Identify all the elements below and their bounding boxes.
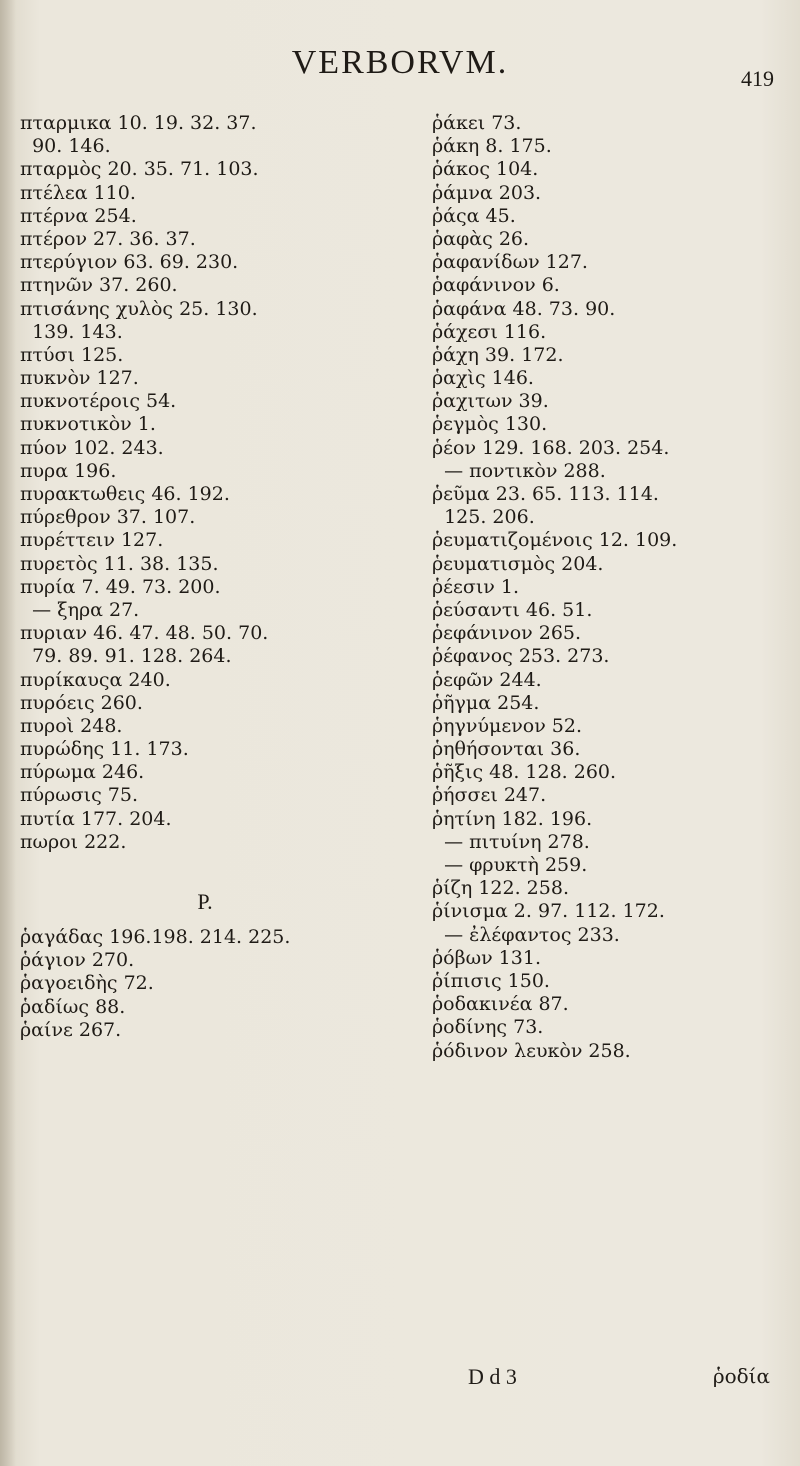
index-entry: ῥάκει 73. [432, 112, 522, 134]
index-entry: πύρεθρον 37. 107. [20, 506, 196, 529]
index-entry: 125. 206. [432, 506, 535, 529]
index-entry: ῥίζη 122. 258. [432, 877, 569, 900]
index-entry: 90. 146. [20, 135, 111, 158]
index-entry: πτηνῶν 37. 260. [20, 274, 178, 297]
index-entry: ῥάγιον 270. [20, 949, 135, 972]
signature-mark: D d 3 [468, 1364, 517, 1389]
catchword: ῥοδία [712, 1364, 770, 1388]
index-entry: ῥεφῶν 244. [432, 668, 542, 691]
index-entry: πταρμὸς 20. 35. 71. 103. [20, 158, 259, 181]
index-entry: πυροὶ 248. [20, 714, 123, 737]
index-entry: ῥητίνη 182. 196. [432, 807, 593, 830]
index-entry: πυκνὸν 127. [20, 367, 139, 390]
index-entry: ῥεγμὸς 130. [432, 413, 548, 436]
index-entry: πυρώδης 11. 173. [20, 738, 189, 761]
index-entry: 79. 89. 91. 128. 264. [20, 645, 232, 668]
index-entry: ῥαφάνα 48. 73. 90. [432, 297, 616, 320]
index-column-right [432, 112, 782, 1063]
index-entry: πυρακτωθεις 46. 192. [20, 483, 230, 505]
index-entry: πυρόεις 260. [20, 691, 143, 714]
index-entry: ῥίνισμα 2. 97. 112. 172. [432, 900, 665, 923]
index-entry: ῥεφάνινον 265. [432, 622, 582, 645]
index-entry: πύον 102. 243. [20, 436, 164, 459]
index-entry: ῥοδακινέα 87. [432, 993, 569, 1016]
index-entry: ῥόδινον λευκὸν 258. [432, 1039, 631, 1062]
index-entry: — ξηρα 27. [20, 598, 140, 621]
index-entry: πωροι 222. [20, 830, 127, 853]
index-entry: πυρία 7. 49. 73. 200. [20, 575, 221, 598]
index-entry: πτέρον 27. 36. 37. [20, 227, 196, 250]
index-entry: ῥάμνα 203. [432, 181, 542, 204]
index-entry: — φρυκτὴ 259. [432, 854, 588, 876]
index-entry: πυριαν 46. 47. 48. 50. 70. [20, 622, 269, 645]
index-entry: ῥευματισμὸς 204. [432, 552, 604, 575]
index-entry: πτισάνης χυλὸς 25. 130. [20, 297, 258, 320]
index-entry: ῥαχιτων 39. [432, 390, 549, 413]
index-entry: ῥίπισις 150. [432, 969, 550, 992]
index-entry: 139. 143. [20, 320, 123, 343]
index-entry: ῥάκος 104. [432, 158, 539, 181]
index-entry: πτύσι 125. [20, 343, 124, 366]
running-head: VERBORVM. [291, 44, 509, 81]
index-entry: ῥαγοειδὴς 72. [20, 972, 154, 995]
index-entry: ῥάχη 39. 172. [432, 343, 564, 366]
index-entry: πταρμικα 10. 19. 32. 37. [20, 112, 257, 134]
index-entry: ῥηγνύμενον 52. [432, 714, 582, 737]
index-entry: ῥεύσαντι 46. 51. [432, 598, 593, 621]
index-entry: πυκνοτέροις 54. [20, 390, 177, 413]
index-entry: ῥαχὶς 146. [432, 367, 534, 390]
index-entry: ῥέεσιν 1. [432, 575, 519, 598]
index-entry: ῥαίνε 267. [20, 1018, 122, 1041]
index-entry: πυρα 196. [20, 459, 117, 482]
index-entry: — πιτυίνη 278. [432, 830, 590, 853]
index-entry: πυρετὸς 11. 38. 135. [20, 552, 219, 575]
index-entry: ῥήσσει 247. [432, 784, 547, 807]
index-entry: — ποντικὸν 288. [432, 459, 606, 482]
index-entry: πτερύγιον 63. 69. 230. [20, 251, 239, 274]
index-entry: ῥαφὰς 26. [432, 227, 530, 250]
index-column-left [20, 112, 390, 1042]
index-entry: ῥηθήσονται 36. [432, 738, 581, 761]
index-entry: ῥέφανος 253. 273. [432, 645, 610, 668]
index-entry: ῥάςα 45. [432, 204, 516, 227]
index-entry: πύρωμα 246. [20, 761, 145, 784]
index-entry: ῥῆξις 48. 128. 260. [432, 761, 617, 784]
binding-shadow [0, 0, 16, 1466]
section-letter: P. [197, 889, 213, 914]
index-entry: ῥαγάδας 196.198. 214. 225. [20, 926, 291, 948]
index-entry: ῥάκη 8. 175. [432, 135, 552, 158]
index-entry: πύρωσις 75. [20, 784, 139, 807]
page-number: 419 [741, 66, 774, 91]
index-entry: ῥέον 129. 168. 203. 254. [432, 436, 670, 459]
index-entry: πυτία 177. 204. [20, 807, 172, 830]
index-entry: ῥαδίως 88. [20, 995, 126, 1018]
index-entry: πτέρνα 254. [20, 204, 137, 227]
index-entry: ῥῆγμα 254. [432, 691, 540, 714]
index-entry: ῥαφανίδων 127. [432, 251, 588, 274]
index-entry: ῥάχεσι 116. [432, 320, 547, 343]
index-entry: ῥαφάνινον 6. [432, 274, 560, 297]
index-entry: πυρίκαυςα 240. [20, 668, 171, 691]
index-entry: ῥευματιζομένοις 12. 109. [432, 529, 678, 552]
index-entry: πυκνοτικὸν 1. [20, 413, 156, 436]
index-entry: ῥεῦμα 23. 65. 113. 114. [432, 483, 659, 505]
index-entry: — ἐλέφαντος 233. [432, 923, 620, 946]
index-entry: ῥόβων 131. [432, 946, 541, 969]
index-entry: πτέλεα 110. [20, 181, 136, 204]
index-entry: πυρέττειν 127. [20, 529, 164, 552]
index-entry: ῥοδίνης 73. [432, 1016, 544, 1039]
